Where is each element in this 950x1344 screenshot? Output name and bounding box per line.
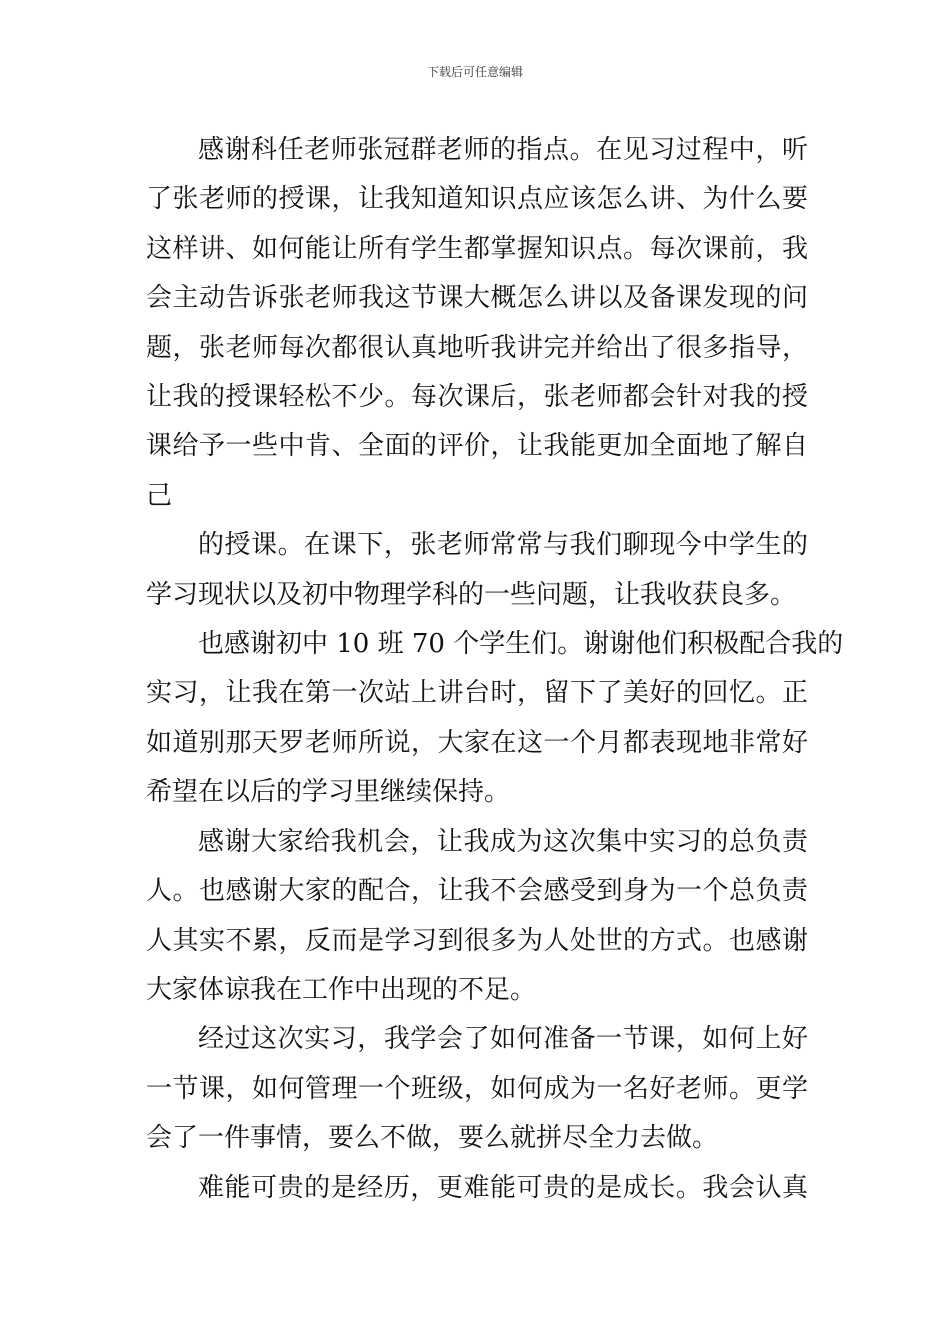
text-line: 如道别那天罗老师所说，大家在这一个月都表现地非常好 bbox=[146, 727, 808, 758]
text-line: 会主动告诉张老师我这节课大概怎么讲以及备课发现的问 bbox=[146, 283, 808, 314]
paragraph-2 bbox=[146, 521, 808, 620]
text-line: 这样讲、如何能让所有学生都掌握知识点。每次课前，我 bbox=[146, 233, 808, 264]
text-line: 的授课。在课下，张老师常常与我们聊现今中学生的 bbox=[198, 530, 808, 561]
document-body bbox=[146, 126, 844, 1213]
text-line: 也感谢初中 10 班 70 个学生们。谢谢他们积极配合我的 bbox=[198, 629, 844, 660]
text-line: 课给予一些中肯、全面的评价，让我能更加全面地了解自 bbox=[146, 431, 808, 462]
page-header: 下载后可任意编辑 bbox=[426, 65, 523, 79]
text-line: 难能可贵的是经历，更难能可贵的是成长。我会认真 bbox=[198, 1172, 808, 1203]
text-line: 感谢科任老师张冠群老师的指点。在见习过程中，听 bbox=[198, 135, 808, 165]
text-line: 人。也感谢大家的配合，让我不会感受到身为一个总负责 bbox=[146, 876, 808, 907]
paragraph-6 bbox=[146, 1164, 808, 1213]
text-line: 己 bbox=[146, 480, 173, 511]
paragraph-5 bbox=[146, 1015, 808, 1163]
paragraph-3 bbox=[146, 620, 844, 818]
paragraph-4 bbox=[146, 818, 808, 1016]
text-line: 了张老师的授课，让我知道知识点应该怎么讲、为什么要 bbox=[146, 184, 808, 215]
text-line: 一节课，如何管理一个班级，如何成为一名好老师。更学 bbox=[146, 1073, 808, 1104]
text-line: 希望在以后的学习里继续保持。 bbox=[146, 777, 511, 808]
text-line: 感谢大家给我机会，让我成为这次集中实习的总负责 bbox=[198, 826, 808, 857]
text-line: 题，张老师每次都很认真地听我讲完并给出了很多指导， bbox=[146, 332, 808, 363]
text-line: 会了一件事情，要么不做，要么就拼尽全力去做。 bbox=[146, 1123, 719, 1154]
text-line: 人其实不累，反而是学习到很多为人处世的方式。也感谢 bbox=[146, 925, 808, 956]
paragraph-1 bbox=[146, 126, 808, 521]
text-line: 经过这次实习，我学会了如何准备一节课，如何上好 bbox=[198, 1024, 808, 1055]
text-line: 学习现状以及初中物理学科的一些问题，让我收获良多。 bbox=[146, 579, 797, 610]
text-line: 大家体谅我在工作中出现的不足。 bbox=[146, 974, 537, 1005]
text-line: 实习，让我在第一次站上讲台时，留下了美好的回忆。正 bbox=[146, 678, 808, 709]
text-line: 让我的授课轻松不少。每次课后，张老师都会针对我的授 bbox=[146, 382, 808, 413]
